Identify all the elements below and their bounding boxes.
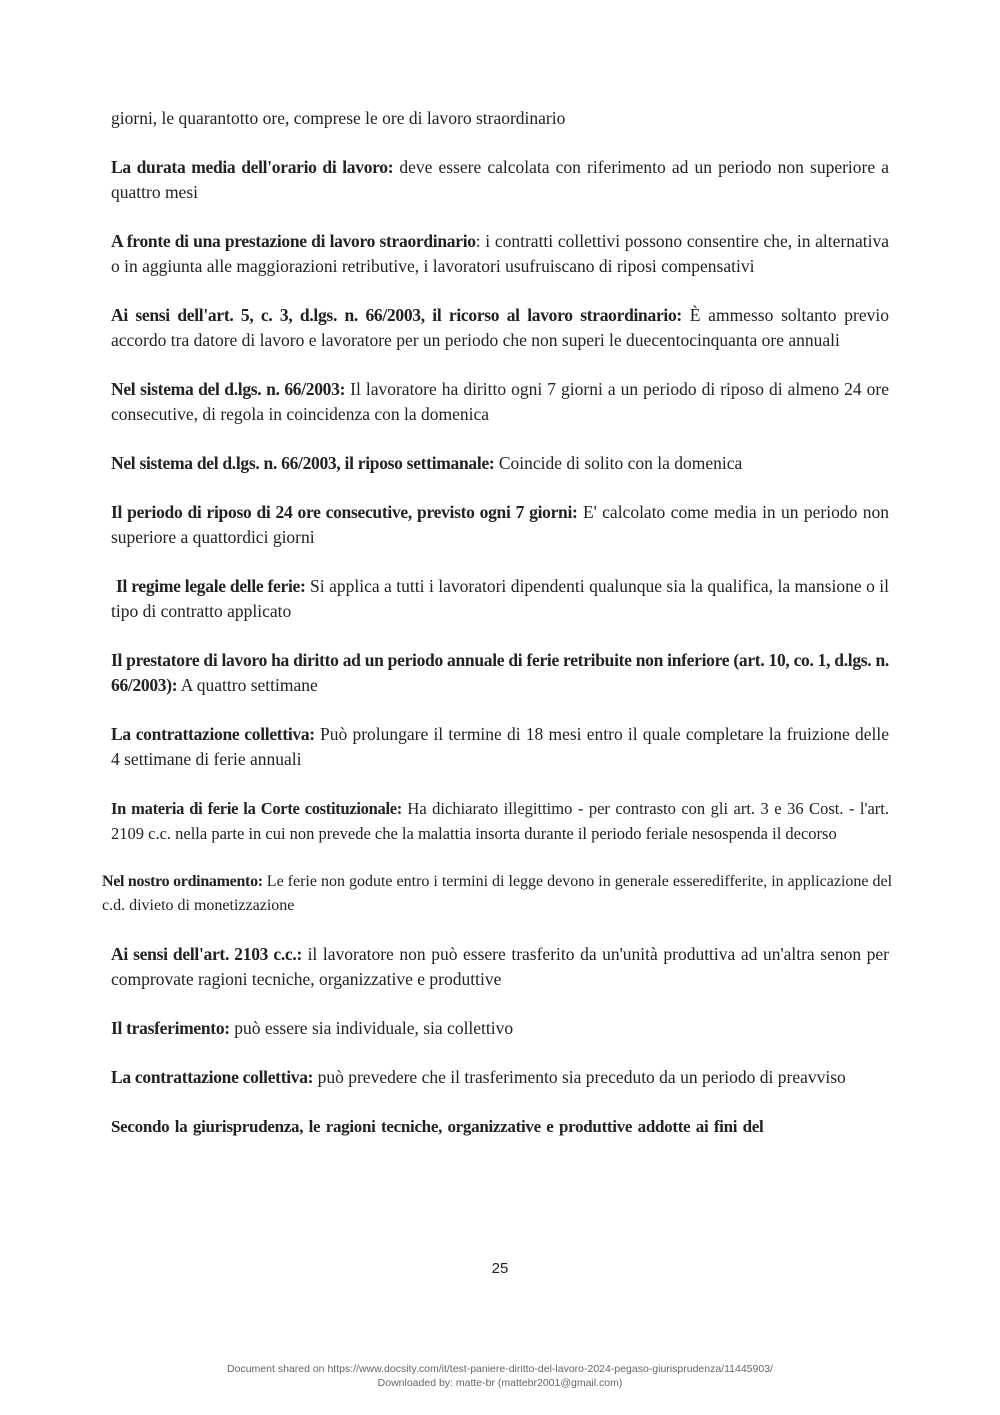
footer-downloaded-by: Downloaded by: matte-br (mattebr2001@gmail.com) [377,1377,623,1389]
paragraph-label: Il prestatore di lavoro ha diritto ad un periodo annuale di ferie retribuite non inferiore (art. 10, co. 1, d.lgs. n. 66/2003): [111,650,889,695]
paragraph [111,155,889,205]
page-number: 25 [491,1260,509,1277]
paragraph-label: Ai sensi dell'art. 5, c. 3, d.lgs. n. 66/2003, il ricorso al lavoro straordinario: [111,305,682,325]
paragraph [111,303,889,353]
paragraph-label: La durata media dell'orario di lavoro: [111,157,394,177]
paragraph-text: può essere sia individuale, sia collettivo [229,1018,514,1038]
paragraph-label: Secondo la giurisprudenza, le ragioni tecniche, organizzative e produttive addotte ai fini del [111,1117,764,1136]
paragraph-text: : i contratti collettivi possono consentire che, in alternativa o in aggiunta alle maggiorazioni retributive, i lavoratori usufruiscano di riposi compensativi [111,231,889,276]
paragraph-label: In materia di ferie la Corte costituzionale: [111,799,402,818]
paragraph-text: E' calcolato come media in un periodo non superiore a quattordici giorni [111,502,889,547]
paragraph-label: Nel nostro ordinamento: [102,873,263,890]
paragraph-text: Si applica a tutti i lavoratori dipendenti qualunque sia la qualifica, la mansione o il tipo di contratto applicato [111,576,890,621]
paragraph-label: Nel sistema del d.lgs. n. 66/2003: [111,379,346,399]
paragraph-text: È ammesso soltanto previo accordo tra datore di lavoro e lavoratore per un periodo che non superi le duecentocinquanta ore annuali [111,305,889,350]
paragraph-truncated [111,1114,889,1139]
paragraph-label: Il trasferimento: [111,1018,230,1038]
paragraph [111,796,889,846]
paragraph [111,451,889,476]
page-content [102,106,893,1163]
paragraph [111,648,889,698]
paragraph [111,722,889,772]
paragraph-text: deve essere calcolata con riferimento ad un periodo non superiore a quattro mesi [111,157,889,202]
paragraph-label: Ai sensi dell'art. 2103 c.c.: [111,944,302,964]
paragraph [111,574,889,624]
paragraph-label: Il periodo di riposo di 24 ore consecutive, previsto ogni 7 giorni: [111,502,578,522]
paragraph [111,500,889,550]
paragraph-text: il lavoratore non può essere trasferito da un'unità produttiva ad un'altra senon per comprovate ragioni tecniche, organizzative e produttive [111,944,890,989]
paragraph-label: La contrattazione collettiva: [111,724,315,744]
paragraph [111,942,889,992]
paragraph-text: Ha dichiarato illegittimo - per contrasto con gli art. 3 e 36 Cost. - l'art. 2109 c.c. nella parte in cui non prevede che la malattia insorta durante il periodo feriale nesospenda il decorso [111,799,889,843]
footer-shared-link: Document shared on https://www.docsity.com/it/test-paniere-diritto-del-lavoro-2024-pegaso-giurisprudenza/11445903/ [227,1363,773,1375]
docsity-footer [0,1362,1000,1390]
paragraph-text: Coincide di solito con la domenica [494,453,743,473]
paragraph-label: Il regime legale delle ferie: [116,576,306,596]
paragraph-text: giorni, le quarantotto ore, comprese le ore di lavoro straordinario [111,108,566,128]
paragraph [111,377,889,427]
paragraph-label: Nel sistema del d.lgs. n. 66/2003, il riposo settimanale: [111,453,495,473]
paragraph-label: La contrattazione collettiva: [111,1067,314,1087]
paragraph-text: può prevedere che il trasferimento sia preceduto da un periodo di preavviso [313,1067,846,1087]
paragraph-text: Può prolungare il termine di 18 mesi entro il quale completare la fruizione delle 4 settimane di ferie annuali [111,724,889,769]
paragraph-text: A quattro settimane [177,675,318,695]
paragraph [111,1016,889,1041]
paragraph [102,870,898,918]
paragraph [111,1065,889,1090]
paragraph-text: Il lavoratore ha diritto ogni 7 giorni a un periodo di riposo di almeno 24 ore consecutive, di regola in coincidenza con la domenica [111,379,889,424]
paragraph-continuation [111,106,889,131]
paragraph [111,229,889,279]
paragraph-label: A fronte di una prestazione di lavoro straordinario [111,231,476,251]
paragraph-text: Le ferie non godute entro i termini di legge devono in generale esseredifferite, in applicazione del c.d. divieto di monetizzazione [102,873,893,914]
